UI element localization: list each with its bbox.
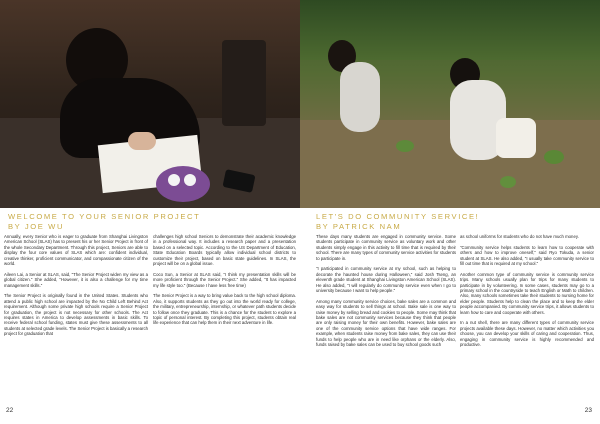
paragraph: The Senior Project is a way to bring value back to the high school diploma. Also, it supports students as they go out into the world ready for college, the military, entrepreneurship, internship, or whatever path students decide to follow once they graduate. This is a chance for the student to explore a topic of personal interest. By completing this project, students obtain real life experience that can help them in their next adventure in life. xyxy=(153,293,296,326)
page-number: 23 xyxy=(584,407,592,414)
paragraph: Another common type of community service is community service trips. Many schools usually plan for trips for many students to participate in by volunteering. In some cases, students may go to a primary school in the countryside to teach English or Math to children. Also, many schools sometimes take their students to nursing home for elder people. Students help to clean the place and to keep the elder people accompanied. By community service trips, it allows students to learn how to care and cooperate with others. xyxy=(460,271,594,315)
paragraph: Aileen Lai, a Senior at SLAS, said, "The Senior Project widen my view as a global citizen." She added, "However, it is also a challenge for my time management skills." xyxy=(4,271,148,288)
toy-eye-shape xyxy=(184,174,196,186)
paragraph: challenges high school Seniors to demonstrate their academic knowledge in a professional way. It includes a research paper and a presentation based on a selected topic. According to the US Department of Education, State Education Boards typically allow individual school districts to customize their project, based on basic state guidelines. In SLAS, the project will be on a global issue. xyxy=(153,234,296,267)
plant-shape xyxy=(396,140,414,152)
article-title: WELCOME TO YOUR SENIOR PROJECT xyxy=(8,212,201,221)
paragraph: "I participated in community service at my school, such as helping to decorate the haunted house during Halloween," said Josh Tseng, an eleventh grade student at Shanghai Livingston American School (SLAS). He also added, "I will regularly do community service even when I go to university because I want to help people." xyxy=(316,266,456,294)
article-byline: BY PATRICK NAM xyxy=(316,222,402,231)
plant-shape xyxy=(500,176,516,188)
right-article-column-1 xyxy=(316,234,456,353)
right-article-column-2 xyxy=(460,234,594,353)
paragraph: In a nut shell, there are many different types of community service projects available these days. However, no matter which activities you choose, you can develop your skills of caring and cooperation. Thus, engaging in community service is highly recommended and productive. xyxy=(460,320,594,348)
hand-shape xyxy=(128,132,156,150)
right-page xyxy=(300,0,600,424)
paragraph: Among many community service choices, bake sales are a common and easy way for students to sell things at school. Bake sale is one way to raise money by selling bread and cookies to people. Some may think that bake sales are not community services because they think that people are only raising money for their own benefits. However, bake sales are one of the community service options that have wide ranges. For example, when students raise money from bake sales, they can use their funds to help people who are in need like orphans or the elderly. Also, funds raised by bake sales can be used to buy school goods such xyxy=(316,298,456,348)
paragraph: These days many students are engaged in community service. Some students participate in community service as voluntary work and other students simply engage in this activity to fill time that is required by their school. There are many types of community service activities for students to participate in. xyxy=(316,234,456,261)
left-article-column-1 xyxy=(4,234,148,342)
page-number: 22 xyxy=(6,407,14,414)
plant-shape xyxy=(544,150,564,164)
students-planting-photo xyxy=(300,0,600,208)
toy-eye-shape xyxy=(168,174,180,186)
student-writing-photo xyxy=(0,0,300,208)
student-body-shape xyxy=(340,62,380,132)
article-title: LET'S DO COMMUNITY SERVICE! xyxy=(316,212,480,221)
paragraph: Annually, every Senior who is eager to graduate from Shanghai Livingston American School (SLAS) has to present his or her Senior Project in front of the whole Secondary Department. Through this project, Seniors are able to display the four core values of SLAS which are: confident individual, creative thinker, proficient communicator, and compassionate citizen of the world. xyxy=(4,234,148,267)
article-byline: BY JOE WU xyxy=(8,222,65,231)
student-body-shape xyxy=(496,118,536,158)
chair-shape xyxy=(222,40,266,126)
purple-toy-shape xyxy=(156,166,210,202)
left-article-column-2 xyxy=(153,234,296,331)
paragraph: as school uniforms for students who do not have much money. xyxy=(460,234,579,239)
paragraph: The Senior Project is originally found in the United States. Students who attend a public high school are impacted by the No Child Left Behind Act requirement. Although some private high schools require a Senior Project for graduation, the project is not necessary for other schools. The Act requires states in America to develop assessments in basic skills. To receive federal school funding, states must give these assessments to all students at selected grade levels. The Senior Project is basically a research project for graduation that xyxy=(4,293,148,337)
paragraph: "Community service helps students to learn how to cooperate with others and how to improve oneself," said Ryo Tokuda, a senior student at SLAS. He also added, "I usually take community service to fill out time that is required at my school." xyxy=(460,244,594,267)
paragraph: Coco Sun, a Senior at SLAS said, "I think my presentation skills will be more proficient through the Senior Project." She added, "It has impacted my life style too." (Because I have less free time) xyxy=(153,271,296,288)
